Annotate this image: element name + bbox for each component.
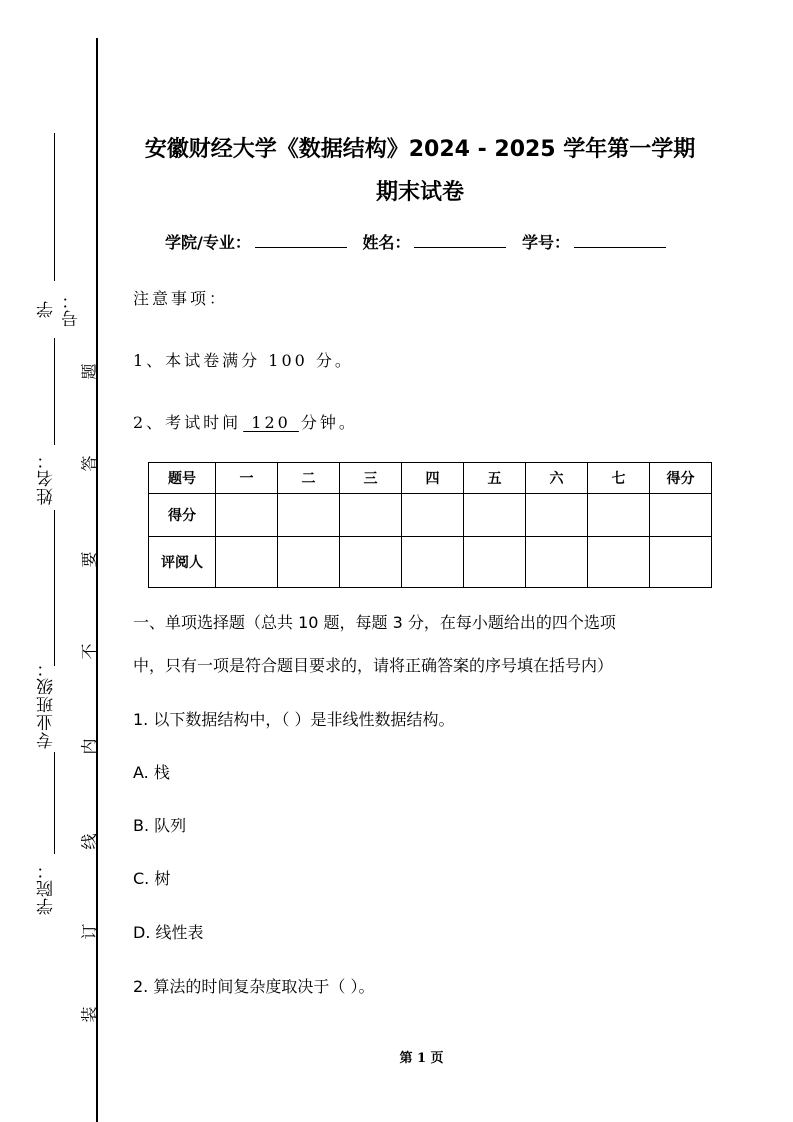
header-cell: 一 — [216, 463, 278, 494]
college-label: 学院： — [37, 861, 57, 915]
table-header-row — [149, 463, 712, 494]
row-label: 评阅人 — [149, 537, 216, 588]
score-cell[interactable] — [340, 494, 402, 537]
reviewer-cell[interactable] — [216, 537, 278, 588]
student-id-field[interactable] — [574, 231, 666, 248]
reviewer-cell[interactable] — [526, 537, 588, 588]
class-label: 专业班级： — [37, 659, 57, 749]
score-cell[interactable] — [526, 494, 588, 537]
reviewer-cell[interactable] — [278, 537, 340, 588]
seal-char: 线 — [79, 833, 99, 850]
question-1-stem: 1. 以下数据结构中，（ ）是非线性数据结构。 — [133, 710, 455, 729]
header-cell: 得分 — [650, 463, 712, 494]
student-id-label: 学号： — [522, 233, 571, 252]
class-line — [54, 510, 55, 666]
section-1-heading-line2: 中，只有一项是符合题目要求的，请将正确答案的序号填在括号内） — [133, 656, 614, 675]
score-table — [148, 462, 712, 588]
student-id-line — [54, 133, 55, 281]
seal-char: 要 — [79, 551, 99, 568]
exam-duration-value: 120 — [243, 413, 299, 432]
header-cell: 题号 — [149, 463, 216, 494]
seal-char: 装 — [79, 1006, 99, 1023]
question-2-stem: 2. 算法的时间复杂度取决于（ ）。 — [133, 977, 375, 996]
college-major-field[interactable] — [255, 231, 347, 248]
name-label: 姓名： — [37, 451, 57, 505]
table-row — [149, 494, 712, 537]
header-cell: 三 — [340, 463, 402, 494]
reviewer-cell[interactable] — [650, 537, 712, 588]
note-item-2-prefix: 2、考试时间 — [133, 413, 242, 432]
seal-char: 题 — [79, 363, 99, 380]
question-1-option-c: C. 树 — [133, 869, 171, 888]
score-cell[interactable] — [650, 494, 712, 537]
reviewer-cell[interactable] — [464, 537, 526, 588]
reviewer-cell[interactable] — [588, 537, 650, 588]
header-cell: 五 — [464, 463, 526, 494]
seal-char: 订 — [79, 923, 99, 940]
student-info-row — [165, 230, 676, 253]
header-cell: 四 — [402, 463, 464, 494]
score-cell[interactable] — [278, 494, 340, 537]
header-cell: 七 — [588, 463, 650, 494]
name-line — [54, 338, 55, 445]
note-item-1: 1、本试卷满分 100 分。 — [133, 351, 354, 370]
notes-heading: 注意事项： — [133, 289, 229, 308]
seal-char: 内 — [79, 738, 99, 755]
score-cell[interactable] — [464, 494, 526, 537]
score-cell[interactable] — [588, 494, 650, 537]
header-cell: 六 — [526, 463, 588, 494]
reviewer-cell[interactable] — [340, 537, 402, 588]
question-1-option-b: B. 队列 — [133, 816, 187, 835]
question-1-option-d: D. 线性表 — [133, 923, 204, 942]
student-id-label: 学号： — [37, 291, 82, 327]
table-row — [149, 537, 712, 588]
seal-char: 不 — [79, 643, 99, 660]
score-cell[interactable] — [216, 494, 278, 537]
page-number: 第 1 页 — [399, 1051, 444, 1066]
college-line — [54, 752, 55, 854]
reviewer-cell[interactable] — [402, 537, 464, 588]
section-1-heading-line1: 一、单项选择题（总共 10 题，每题 3 分，在每小题给出的四个选项 — [133, 613, 616, 632]
note-item-2 — [133, 410, 358, 433]
row-label: 得分 — [149, 494, 216, 537]
exam-title: 安徽财经大学《数据结构》2024 - 2025 学年第一学期 — [144, 137, 696, 162]
binding-line — [96, 38, 98, 1122]
seal-char: 答 — [79, 455, 99, 472]
question-1-option-a: A. 栈 — [133, 763, 170, 782]
header-cell: 二 — [278, 463, 340, 494]
exam-subtitle: 期末试卷 — [375, 180, 464, 205]
note-item-2-suffix: 分钟。 — [300, 413, 358, 432]
score-cell[interactable] — [402, 494, 464, 537]
name-label: 姓名： — [362, 233, 411, 252]
college-major-label: 学院/专业： — [165, 233, 251, 252]
name-field[interactable] — [414, 231, 506, 248]
